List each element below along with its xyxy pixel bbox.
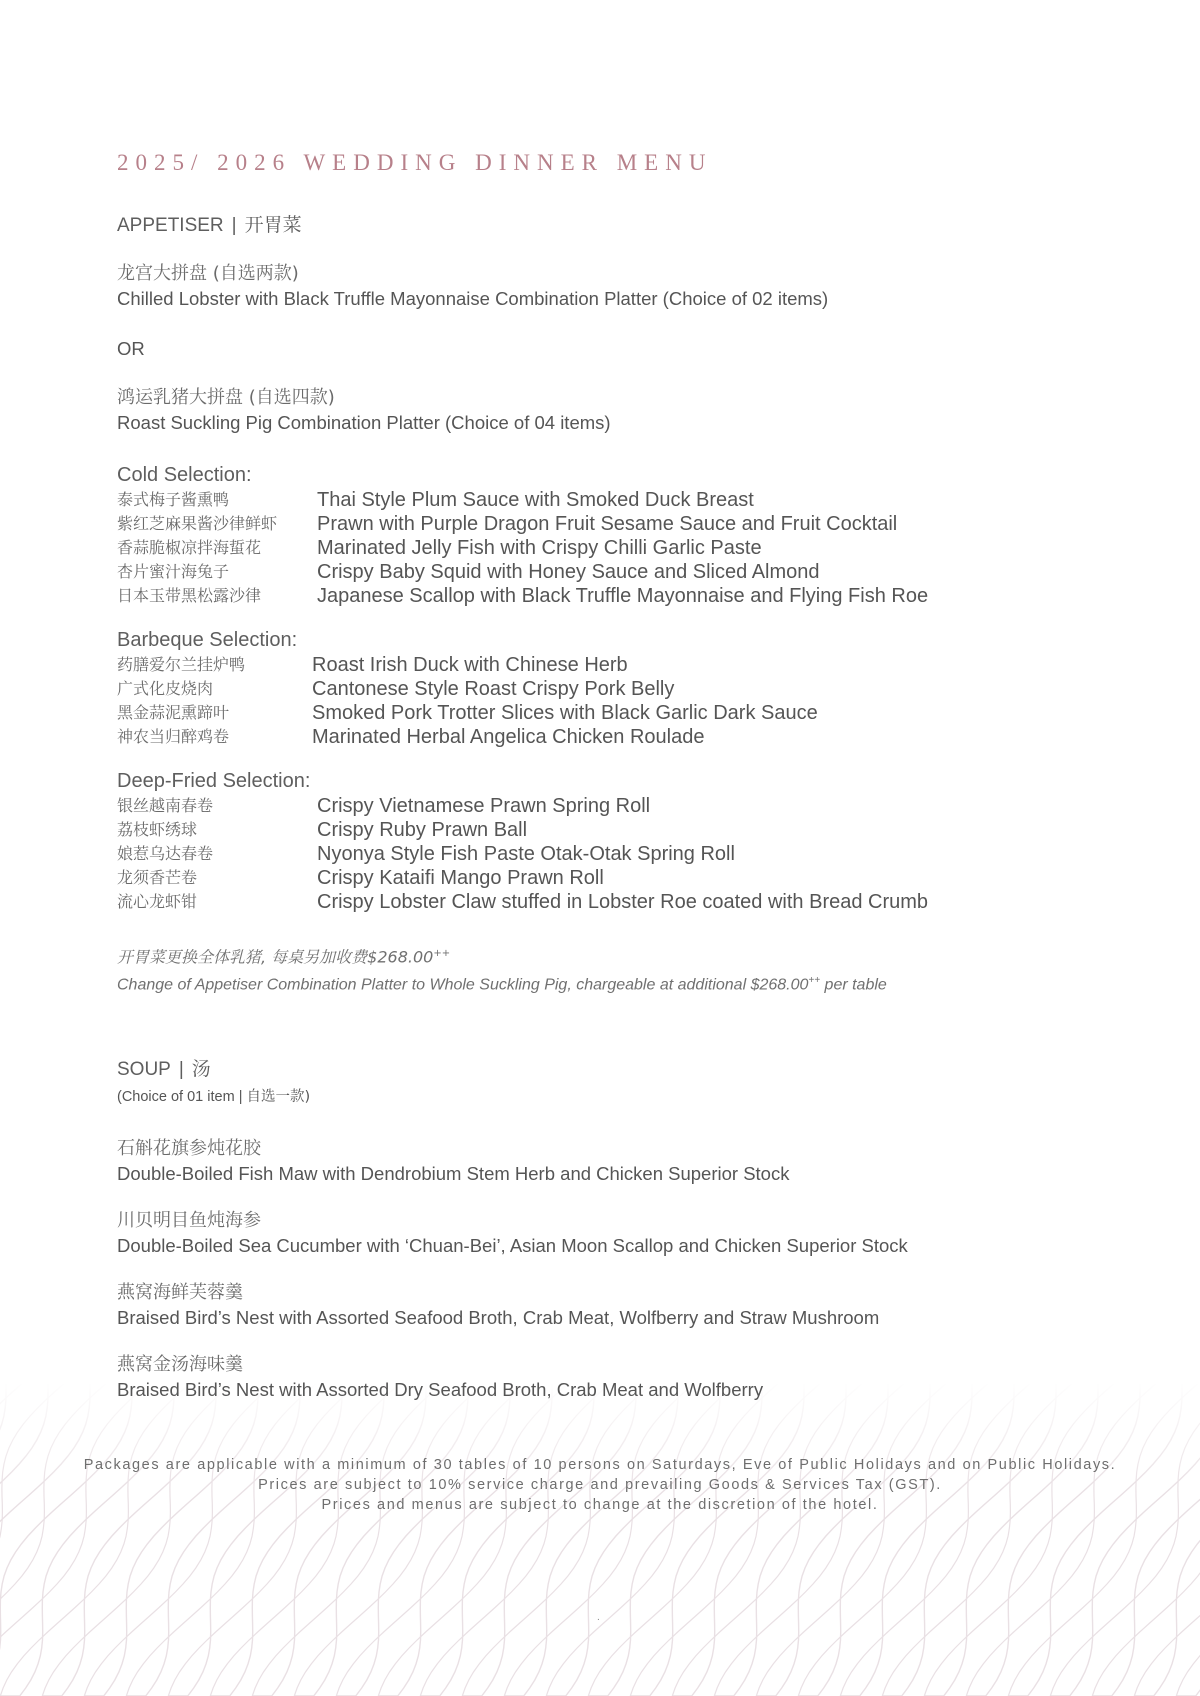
appetiser-heading-zh: 开胃菜 xyxy=(244,215,302,236)
soup-heading-zh: 汤 xyxy=(191,1058,211,1080)
soup-choice-note xyxy=(117,1085,1117,1106)
dish-zh: 神农当归醉鸡卷 xyxy=(117,727,230,746)
dish-en: Crispy Kataifi Mango Prawn Roll xyxy=(317,867,604,889)
dish-en: Thai Style Plum Sauce with Smoked Duck Breast xyxy=(317,489,754,511)
deep-fried-selection xyxy=(117,768,1117,914)
dish-zh: 紫红芝麻果酱沙律鲜虾 xyxy=(117,514,278,533)
dish-en: Japanese Scallop with Black Truffle Mayonnaise and Flying Fish Roe xyxy=(317,585,929,607)
note-en-sup: ++ xyxy=(808,975,821,987)
heading-separator: | xyxy=(178,1058,184,1080)
wave-pattern-background xyxy=(0,1380,1200,1696)
dish-zh: 荔枝虾绣球 xyxy=(117,820,198,839)
soup-zh: 燕窝金汤海味羹 xyxy=(117,1353,243,1375)
dish-zh: 广式化皮烧肉 xyxy=(117,679,214,698)
soup-en: Braised Bird’s Nest with Assorted Dry Seafood Broth, Crab Meat and Wolfberry xyxy=(117,1378,764,1400)
note-en-text: Change of Appetiser Combination Platter to Whole Suckling Pig, chargeable at additional $268.00 xyxy=(117,976,809,994)
suckling-pig-upgrade-note xyxy=(117,942,1117,998)
soup-choice-zh: 自选一款) xyxy=(246,1088,311,1105)
list-item xyxy=(117,701,1117,725)
dish-en: Roast Irish Duck with Chinese Herb xyxy=(312,654,628,676)
heading-separator: | xyxy=(231,215,237,236)
soup-heading xyxy=(117,1054,1117,1081)
appetiser-heading-en: APPETISER xyxy=(117,215,224,236)
dish-en: Smoked Pork Trotter Slices with Black Garlic Dark Sauce xyxy=(312,702,818,724)
footer-line: Prices are subject to 10% service charge and prevailing Goods & Services Tax (GST). xyxy=(258,1477,942,1493)
soup-item xyxy=(117,1352,1117,1402)
soup-item xyxy=(117,1208,1117,1258)
note-zh xyxy=(117,942,1117,969)
list-item xyxy=(117,488,1117,512)
appetiser-heading xyxy=(117,210,1117,237)
soup-en: Double-Boiled Sea Cucumber with ‘Chuan-Bei’, Asian Moon Scallop and Chicken Superior Stock xyxy=(117,1234,908,1256)
dish-en: Crispy Vietnamese Prawn Spring Roll xyxy=(317,795,651,817)
note-zh-sup: ++ xyxy=(433,948,451,959)
list-item xyxy=(117,794,1117,818)
note-en xyxy=(117,969,1117,997)
list-item xyxy=(117,866,1117,890)
soup-zh: 川贝明目鱼炖海参 xyxy=(117,1209,261,1231)
list-item xyxy=(117,584,1117,608)
soup-en: Braised Bird’s Nest with Assorted Seafood Broth, Crab Meat, Wolfberry and Straw Mushroom xyxy=(117,1306,880,1328)
dish-en: Nyonya Style Fish Paste Otak-Otak Spring Roll xyxy=(317,843,735,865)
dish-en: Crispy Baby Squid with Honey Sauce and Sliced Almond xyxy=(317,561,820,583)
or-divider-text: OR xyxy=(117,338,145,359)
list-item xyxy=(117,818,1117,842)
note-zh-text: 开胃菜更换全体乳猪, 每桌另加收费$268.00 xyxy=(117,947,434,967)
option-zh: 龙宫大拼盘 (自选两款) xyxy=(117,263,299,284)
soup-item xyxy=(117,1280,1117,1330)
list-item xyxy=(117,512,1117,536)
pattern-fade xyxy=(0,1380,1200,1696)
footer-line: Prices and menus are subject to change at the discretion of the hotel. xyxy=(321,1497,879,1513)
list-item xyxy=(117,536,1117,560)
dish-zh: 银丝越南春卷 xyxy=(117,796,214,815)
dish-en: Marinated Jelly Fish with Crispy Chilli Garlic Paste xyxy=(317,537,762,559)
barbeque-selection-title: Barbeque Selection: xyxy=(117,629,298,651)
note-en-tail: per table xyxy=(820,976,887,994)
soup-choice-sep: | xyxy=(234,1088,247,1105)
dish-zh: 杏片蜜汁海兔子 xyxy=(117,562,230,581)
dish-zh: 黑金蒜泥熏蹄叶 xyxy=(117,703,230,722)
deep-fried-selection-title: Deep-Fried Selection: xyxy=(117,770,311,792)
option-en: Chilled Lobster with Black Truffle Mayonnaise Combination Platter (Choice of 02 items) xyxy=(117,288,829,309)
option-zh: 鸿运乳猪大拼盘 (自选四款) xyxy=(117,387,335,408)
dish-en: Crispy Ruby Prawn Ball xyxy=(317,819,528,841)
soup-zh: 石斛花旗参炖花胶 xyxy=(117,1137,261,1159)
barbeque-selection xyxy=(117,627,1117,749)
list-item xyxy=(117,842,1117,866)
menu-page xyxy=(117,150,1117,1424)
list-item xyxy=(117,560,1117,584)
page-dot: . xyxy=(597,1612,600,1623)
dish-en: Cantonese Style Roast Crispy Pork Belly xyxy=(312,678,675,700)
appetiser-option-lobster xyxy=(117,261,1117,311)
dish-zh: 香蒜脆椒凉拌海蜇花 xyxy=(117,538,262,557)
soup-choice-en: (Choice of 01 item xyxy=(117,1088,235,1105)
soup-item xyxy=(117,1136,1117,1186)
dish-zh: 泰式梅子酱熏鸭 xyxy=(117,490,230,509)
soup-heading-en: SOUP xyxy=(117,1058,171,1080)
soup-zh: 燕窝海鲜芙蓉羹 xyxy=(117,1281,243,1303)
dish-en: Marinated Herbal Angelica Chicken Roulade xyxy=(312,726,705,748)
dish-zh: 娘惹乌达春卷 xyxy=(117,844,214,863)
list-item xyxy=(117,890,1117,914)
dish-en: Prawn with Purple Dragon Fruit Sesame Sauce and Fruit Cocktail xyxy=(317,513,898,535)
list-item xyxy=(117,677,1117,701)
option-en: Roast Suckling Pig Combination Platter (Choice of 04 items) xyxy=(117,412,611,433)
list-item xyxy=(117,725,1117,749)
cold-selection xyxy=(117,462,1117,608)
terms-footer xyxy=(0,1455,1200,1515)
appetiser-option-suckling-pig xyxy=(117,385,1117,435)
footer-line: Packages are applicable with a minimum of 30 tables of 10 persons on Saturdays, Eve of Public Holidays and on Public Holidays. xyxy=(83,1457,1117,1473)
soup-en: Double-Boiled Fish Maw with Dendrobium Stem Herb and Chicken Superior Stock xyxy=(117,1162,790,1184)
dish-zh: 药膳爱尔兰挂炉鸭 xyxy=(117,655,246,674)
list-item xyxy=(117,653,1117,677)
cold-selection-title: Cold Selection: xyxy=(117,464,252,486)
menu-title: 2025/ 2026 WEDDING DINNER MENU xyxy=(117,150,713,175)
dish-zh: 日本玉带黑松露沙律 xyxy=(117,586,262,605)
dish-zh: 流心龙虾钳 xyxy=(117,892,198,911)
dish-en: Crispy Lobster Claw stuffed in Lobster Roe coated with Bread Crumb xyxy=(317,891,929,913)
dish-zh: 龙须香芒卷 xyxy=(117,868,198,887)
